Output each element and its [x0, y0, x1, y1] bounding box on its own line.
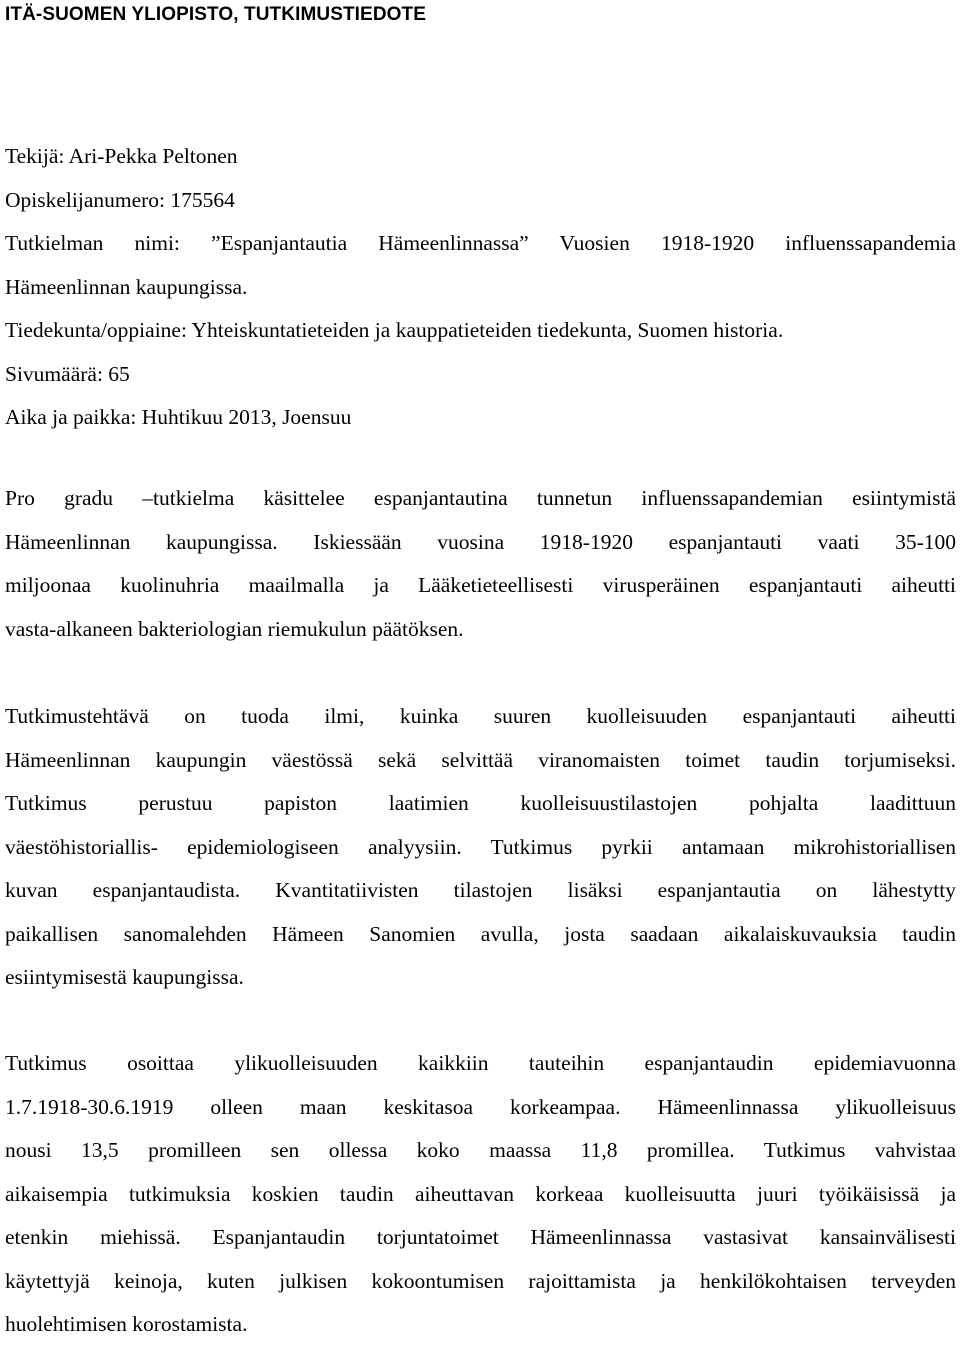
- paragraph-line: etenkin miehissä. Espanjantaudin torjuntatoimet Hämeenlinnassa vastasivat kansainvälisesti: [5, 1225, 956, 1249]
- paragraph-line: paikallisen sanomalehden Hämeen Sanomien avulla, josta saadaan aikalaiskuvauksia taudin: [5, 921, 956, 946]
- paragraph-line: vasta-alkaneen bakteriologian riemukulun päätöksen.: [5, 616, 464, 641]
- paragraph-line: kuvan espanjantaudista. Kvantitatiivisten tilastojen lisäksi espanjantautia on lähestytty: [5, 878, 956, 902]
- paragraph-line: nousi 13,5 promilleen sen ollessa koko maassa 11,8 promillea. Tutkimus vahvistaa: [5, 1138, 956, 1162]
- paragraph-line: Tutkimus osoittaa ylikuolleisuuden kaikkiin tauteihin espanjantaudin epidemiavuonna: [5, 1051, 956, 1075]
- paragraph-line: miljoonaa kuolinuhria maailmalla ja Lääketieteellisesti virusperäinen espanjantauti aiheutti: [5, 573, 956, 597]
- faculty-line: Tiedekunta/oppiaine: Yhteiskuntatieteiden ja kauppatieteiden tiedekunta, Suomen historia.: [5, 318, 784, 342]
- abstract-paragraph-3: [5, 1042, 956, 1347]
- paragraph-line: väestöhistoriallis- epidemiologiseen analyysiin. Tutkimus pyrkii antamaan mikrohistoriallisen: [5, 834, 956, 859]
- page-count-line: Sivumäärä: 65: [5, 361, 130, 386]
- paragraph-line: käytettyjä keinoja, kuten julkisen kokoontumisen rajoittamista ja henkilökohtaisen terveyden: [5, 1268, 956, 1293]
- paragraph-line: Pro gradu –tutkielma käsittelee espanjantautina tunnetun influenssapandemian esiintymistä: [5, 486, 956, 510]
- abstract-paragraph-2: [5, 695, 956, 1000]
- thesis-metadata: [5, 135, 956, 440]
- abstract-paragraph-1: [5, 477, 956, 651]
- thesis-name-line-2: Hämeenlinnan kaupungissa.: [5, 274, 248, 299]
- paragraph-line: Hämeenlinnan kaupungissa. Iskiessään vuosina 1918-1920 espanjantauti vaati 35-100: [5, 529, 956, 554]
- student-number-line: Opiskelijanumero: 175564: [5, 187, 235, 212]
- thesis-name-line-1: Tutkielman nimi: ”Espanjantautia Hämeenlinnassa” Vuosien 1918-1920 influenssapandemia: [5, 231, 956, 255]
- author-line: Tekijä: Ari-Pekka Peltonen: [5, 144, 238, 168]
- paragraph-line: huolehtimisen korostamista.: [5, 1312, 248, 1336]
- document-header: ITÄ-SUOMEN YLIOPISTO, TUTKIMUSTIEDOTE: [5, 4, 427, 25]
- time-place-line: Aika ja paikka: Huhtikuu 2013, Joensuu: [5, 405, 352, 429]
- paragraph-line: Tutkimus perustuu papiston laatimien kuolleisuustilastojen pohjalta laadittuun: [5, 791, 956, 815]
- paragraph-line: 1.7.1918-30.6.1919 olleen maan keskitasoa korkeampaa. Hämeenlinnassa ylikuolleisuus: [5, 1094, 956, 1119]
- paragraph-line: Hämeenlinnan kaupungin väestössä sekä selvittää viranomaisten toimet taudin torjumiseksi.: [5, 747, 956, 772]
- paragraph-line: esiintymisestä kaupungissa.: [5, 965, 244, 989]
- paragraph-line: aikaisempia tutkimuksia koskien taudin aiheuttavan korkeaa kuolleisuutta juuri työikäisissä ja: [5, 1181, 956, 1206]
- paragraph-line: Tutkimustehtävä on tuoda ilmi, kuinka suuren kuolleisuuden espanjantauti aiheutti: [5, 704, 956, 728]
